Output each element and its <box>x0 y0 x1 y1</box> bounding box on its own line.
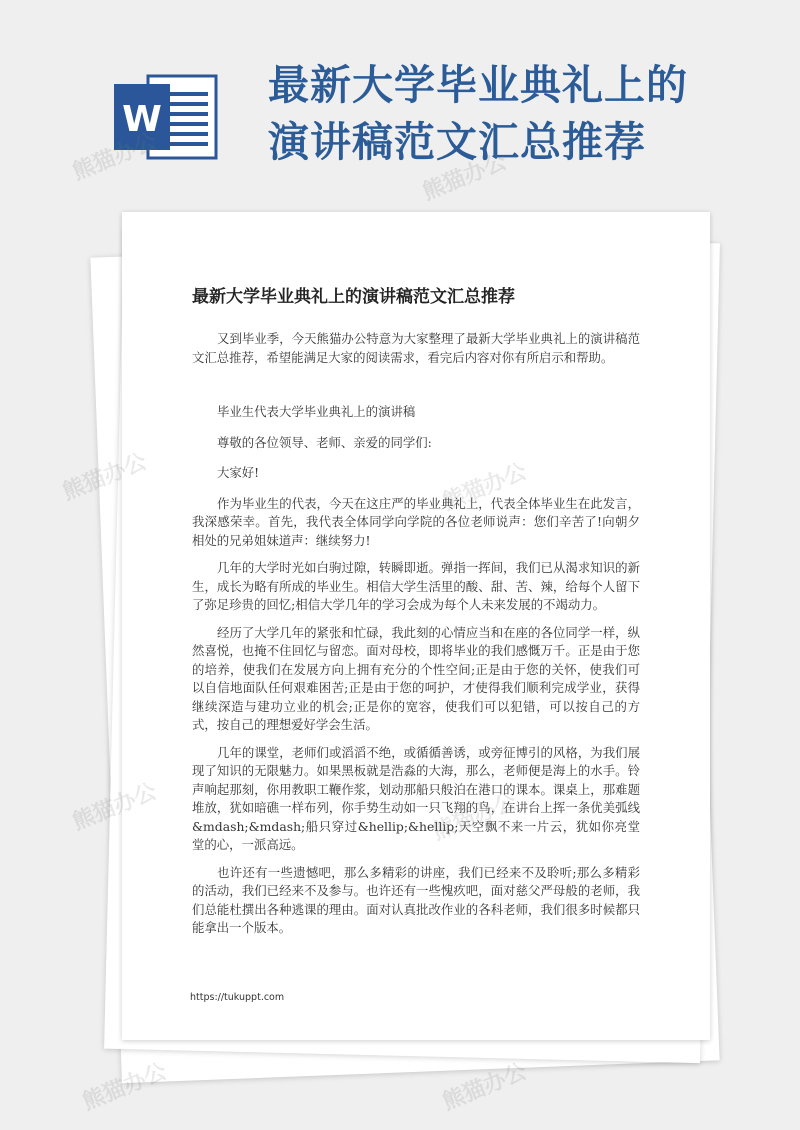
body-paragraph: 几年的课堂，老师们或滔滔不绝，或循循善诱，或旁征博引的风格，为我们展现了知识的无限魅力。如果黑板就是浩淼的大海，那么，老师便是海上的水手。铃声响起那刻，你用教职工鞭作浆，划动那船只般泊在港口的课本。课桌上，那难题堆放，犹如暗礁一样布列，你手势生动如一只飞翔的鸟，在讲台上挥一条优美弧线&mdash;&mdash;船只穿过&hellip;&hellip;天空飘不来一片云，犹如你亮堂堂的心，一派高远。 <box>192 744 640 852</box>
body-paragraph: 经历了大学几年的紧张和忙碌，我此刻的心情应当和在座的各位同学一样，纵然喜悦，也掩不住回忆与留恋。面对母校，即将毕业的我们感慨万千。正是由于您的培养，使我们在发展方向上拥有充分的个性空间;正是由于您的关怀，使我们可以自信地面队任何艰难困苦;正是由于您的呵护，才使得我们顺利完成学业，获得继续深造与建功立业的机会;正是你的宽容，使我们可以犯错，可以按自己的方式，按自己的理想爱好学会生活。 <box>192 624 640 732</box>
section-title: 毕业生代表大学毕业典礼上的演讲稿 <box>217 404 416 419</box>
page-header <box>0 0 800 200</box>
document-title: 最新大学毕业典礼上的演讲稿范文汇总推荐 <box>192 287 515 307</box>
greeting: 大家好! <box>217 465 260 480</box>
page-title-line2: 演讲稿范文汇总推荐 <box>268 118 646 166</box>
svg-text:W: W <box>122 99 162 140</box>
salutation: 尊敬的各位领导、老师、亲爱的同学们: <box>217 434 432 450</box>
page-title-line1: 最新大学毕业典礼上的 <box>268 61 688 109</box>
word-doc-icon <box>112 70 220 164</box>
watermark: 熊猫办公 <box>79 1059 171 1116</box>
document-page <box>122 212 710 1040</box>
body-paragraph: 也许还有一些遗憾吧，那么多精彩的讲座，我们已经来不及聆听;那么多精彩的活动，我们已经来不及参与。也许还有一些愧疚吧，面对慈父严母般的老师，我们总能杜撰出各种逃课的理由。面对认真批改作业的各科老师，我们很多时候都只能拿出一个版本。 <box>192 864 640 935</box>
watermark: 熊猫办公 <box>439 1059 531 1116</box>
document-body <box>192 330 640 947</box>
intro-paragraph: 又到毕业季，今天熊猫办公特意为大家整理了最新大学毕业典礼上的演讲稿范文汇总推荐，希望能满足大家的阅读需求，看完后内容对你有所启示和帮助。 <box>192 331 640 365</box>
body-paragraph: 作为毕业生的代表，今天在这庄严的毕业典礼上，代表全体毕业生在此发言，我深感荣幸。首先，我代表全体同学向学院的各位老师说声：您们辛苦了!向朝夕相处的兄弟姐妹道声：继续努力! <box>192 495 640 548</box>
footer-url[interactable]: https://tukuppt.com <box>190 992 285 1003</box>
body-paragraph: 几年的大学时光如白驹过隙，转瞬即逝。弹指一挥间，我们已从渴求知识的新生，成长为略有所成的毕业生。相信大学生活里的酸、甜、苦、辣，给每个人留下了弥足珍贵的回忆;相信大学几年的学习会成为每个人未来发展的不竭动力。 <box>192 560 640 612</box>
